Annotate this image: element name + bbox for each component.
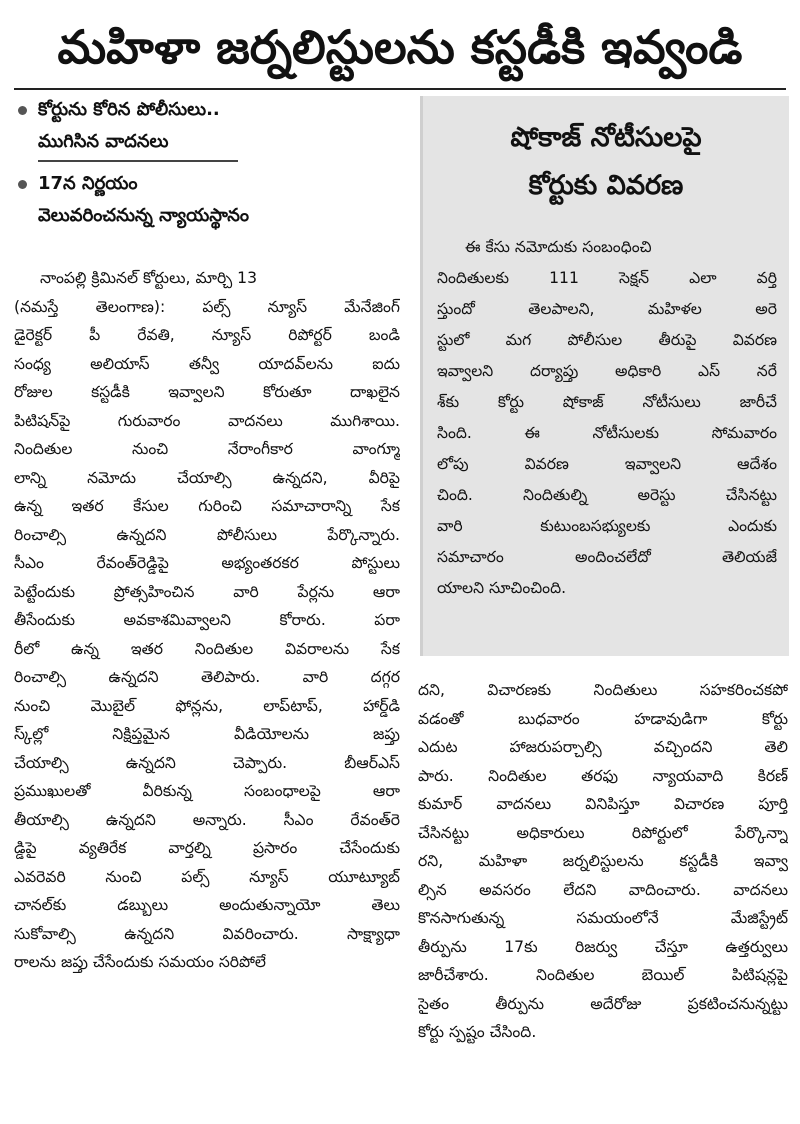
sidebar-box: [420, 96, 789, 656]
text-line: సీఎం రేవంత్‌రెడ్డిపై అభ్యంతరకర పోస్టులు: [14, 554, 400, 572]
text-line: రించాల్సి ఉన్నదని పోలీసులు పేర్కొన్నారు.: [14, 525, 400, 544]
text-line: చేయాల్సి ఉన్నదని చెప్పారు. బీఆర్‌ఎస్: [14, 753, 400, 772]
article-main-column: [14, 264, 400, 1116]
sidebar-title-line: కోర్టుకు వివరణ: [528, 170, 684, 201]
text-line: పిటిషన్‌పై గురువారం వాదనలు ముగిశాయి.: [14, 411, 400, 430]
text-line: కుమార్ వాదనలు వినిపిస్తూ విచారణ పూర్తి: [418, 795, 788, 813]
text-line: లాన్ని నమోదు చేయాల్సి ఉన్నదని, వీరిపై: [14, 468, 400, 487]
text-line: డైరెక్టర్ పీ రేవతి, న్యూస్ రిపోర్టర్ బండి: [14, 326, 400, 344]
text-line: కోర్టు స్పష్టం చేసింది.: [418, 1023, 537, 1041]
text-line: కొనసాగుతున్న సమయంలోనే మేజిస్ట్రేట్: [418, 909, 788, 927]
text-line: నాంపల్లి క్రిమినల్ కోర్టులు, మార్చి 13: [40, 269, 258, 287]
bullet-list: [16, 94, 396, 232]
text-line: చేసినట్టు అధికారులు రిపోర్టులో పేర్కొన్నా: [418, 823, 788, 842]
text-line: సమాచారం అందించలేదో తెలియజే: [437, 548, 777, 566]
headline: మహిళా జర్నలిస్టులను కస్టడీకి ఇవ్వండి: [57, 20, 743, 74]
text-line: వారి కుటుంబసభ్యులకు ఎందుకు: [437, 517, 777, 535]
text-line: చానల్‌కు డబ్బులు అందుతున్నాయో తెలు: [14, 896, 400, 914]
text-line: రాలను జప్తు చేసేందుకు సమయం సరిపోలే: [14, 953, 266, 971]
bullet-item: [16, 168, 396, 232]
bullet-dot-icon: [18, 180, 27, 189]
bullet-divider: [38, 160, 238, 162]
bullet-dot-icon: [18, 106, 27, 115]
text-line: సింది. ఈ నోటీసులకు సోమవారం: [437, 424, 777, 442]
text-line: తీసేందుకు అవకాశమివ్వాలని కోరారు. పరా: [14, 611, 400, 629]
bullet-line: ముగిసిన వాదనలు: [38, 131, 169, 152]
bullet-line: కోర్టును కోరిన పోలీసులు..: [38, 99, 220, 120]
text-line: పారు. నిందితుల తరఫు న్యాయవాది కిరణ్: [418, 766, 788, 785]
text-line: ఉన్న ఇతర కేసుల గురించి సమాచారాన్ని సేక: [14, 497, 400, 515]
bullet-line: వెలువరించనున్న న్యాయస్థానం: [38, 205, 250, 226]
text-line: యాలని సూచించింది.: [437, 579, 567, 597]
sidebar-title-line: షోకాజ్ నోటీసులపై: [510, 122, 702, 153]
text-line: ప్రముఖులతో వీరికున్న సంబంధాలపై ఆరా: [14, 782, 400, 800]
text-line: ఎవరెవరి నుంచి పల్స్ న్యూస్ యూట్యూబ్: [14, 867, 400, 886]
text-line: రోజుల కస్టడీకి ఇవ్వాలని కోరుతూ దాఖలైన: [14, 383, 400, 401]
text-line: రించాల్సి ఉన్నదని తెలిపారు. వారి దగ్గర: [14, 668, 400, 686]
text-line: దని, విచారణకు నిందితులు సహకరించకపో: [418, 681, 788, 699]
text-line: రని, మహిళా జర్నలిస్టులను కస్టడీకి ఇవ్వా: [418, 852, 788, 870]
text-line: సంధ్య అలియాస్ తన్వీ యాదవ్‌లను ఐదు: [14, 354, 400, 373]
text-line: స్తుందో తెలపాలని, మహిళల అరె: [437, 300, 777, 318]
text-line: ఈ కేసు నమోదుకు సంబంధించి: [465, 238, 652, 256]
text-line: సుకోవాల్సి ఉన్నదని వివరించారు. సాక్ష్యాధా: [14, 924, 400, 943]
text-line: నుంచి మొబైల్ ఫోన్లను, లాప్‌టాప్, హార్డ్‌డి: [14, 696, 400, 715]
text-line: వడంతో బుధవారం హడావుడిగా కోర్టు: [418, 709, 788, 728]
headline-rule: [14, 88, 786, 90]
text-line: ల్సిన అవసరం లేదని వాదించారు. వాదనలు: [418, 880, 788, 899]
article-continued-column: [418, 676, 788, 1116]
text-line: స్క్‌ల్లో నిక్షిప్తమైన వీడియోలను జప్తు: [14, 725, 400, 743]
text-line: రీలో ఉన్న ఇతర నిందితుల వివరాలను సేక: [14, 639, 400, 658]
text-line: చింది. నిందితుల్ని అరెస్టు చేసినట్టు: [437, 486, 777, 504]
text-line: డ్డిపై వ్యతిరేక వార్తల్ని ప్రసారం చేసేందుకు: [14, 839, 400, 857]
text-line: ఇవ్వాలని దర్యాప్తు అధికారి ఎస్ నరే: [437, 362, 777, 380]
text-line: జారీచేశారు. నిందితుల బెయిల్ పిటిషన్లపై: [418, 966, 788, 984]
text-line: ఎదుట హాజరుపర్చాల్సి వచ్చిందని తెలి: [418, 738, 788, 756]
text-line: స్టులో మగ పోలీసుల తీరుపై వివరణ: [437, 331, 777, 349]
text-line: నిందితుల నుంచి నేరాంగీకార వాంగ్మూ: [14, 440, 400, 458]
bullet-line: 17న నిర్ణయం: [38, 173, 138, 194]
bullet-item: [16, 94, 396, 158]
text-line: సైతం తీర్పును అదేరోజు ప్రకటించనున్నట్టు: [418, 994, 788, 1013]
text-line: శ్‌కు కోర్టు షోకాజ్ నోటీసులు జారీచే: [437, 393, 777, 411]
text-line: పెట్టేందుకు ప్రోత్సహించిన వారి పేర్లను ఆరా: [14, 582, 400, 601]
text-line: నిందితులకు 111 సెక్షన్ ఎలా వర్తి: [437, 269, 777, 287]
text-line: తీయాల్సి ఉన్నదని అన్నారు. సీఎం రేవంత్‌రె: [14, 810, 400, 829]
sidebar-body: [437, 232, 777, 604]
text-line: లోపు వివరణ ఇవ్వాలని ఆదేశం: [437, 455, 777, 473]
text-line: తీర్పును 17కు రిజర్వు చేస్తూ ఉత్తర్వులు: [418, 937, 788, 956]
text-line: (నమస్తే తెలంగాణ): పల్స్ న్యూస్ మేనేజింగ్: [14, 297, 400, 316]
